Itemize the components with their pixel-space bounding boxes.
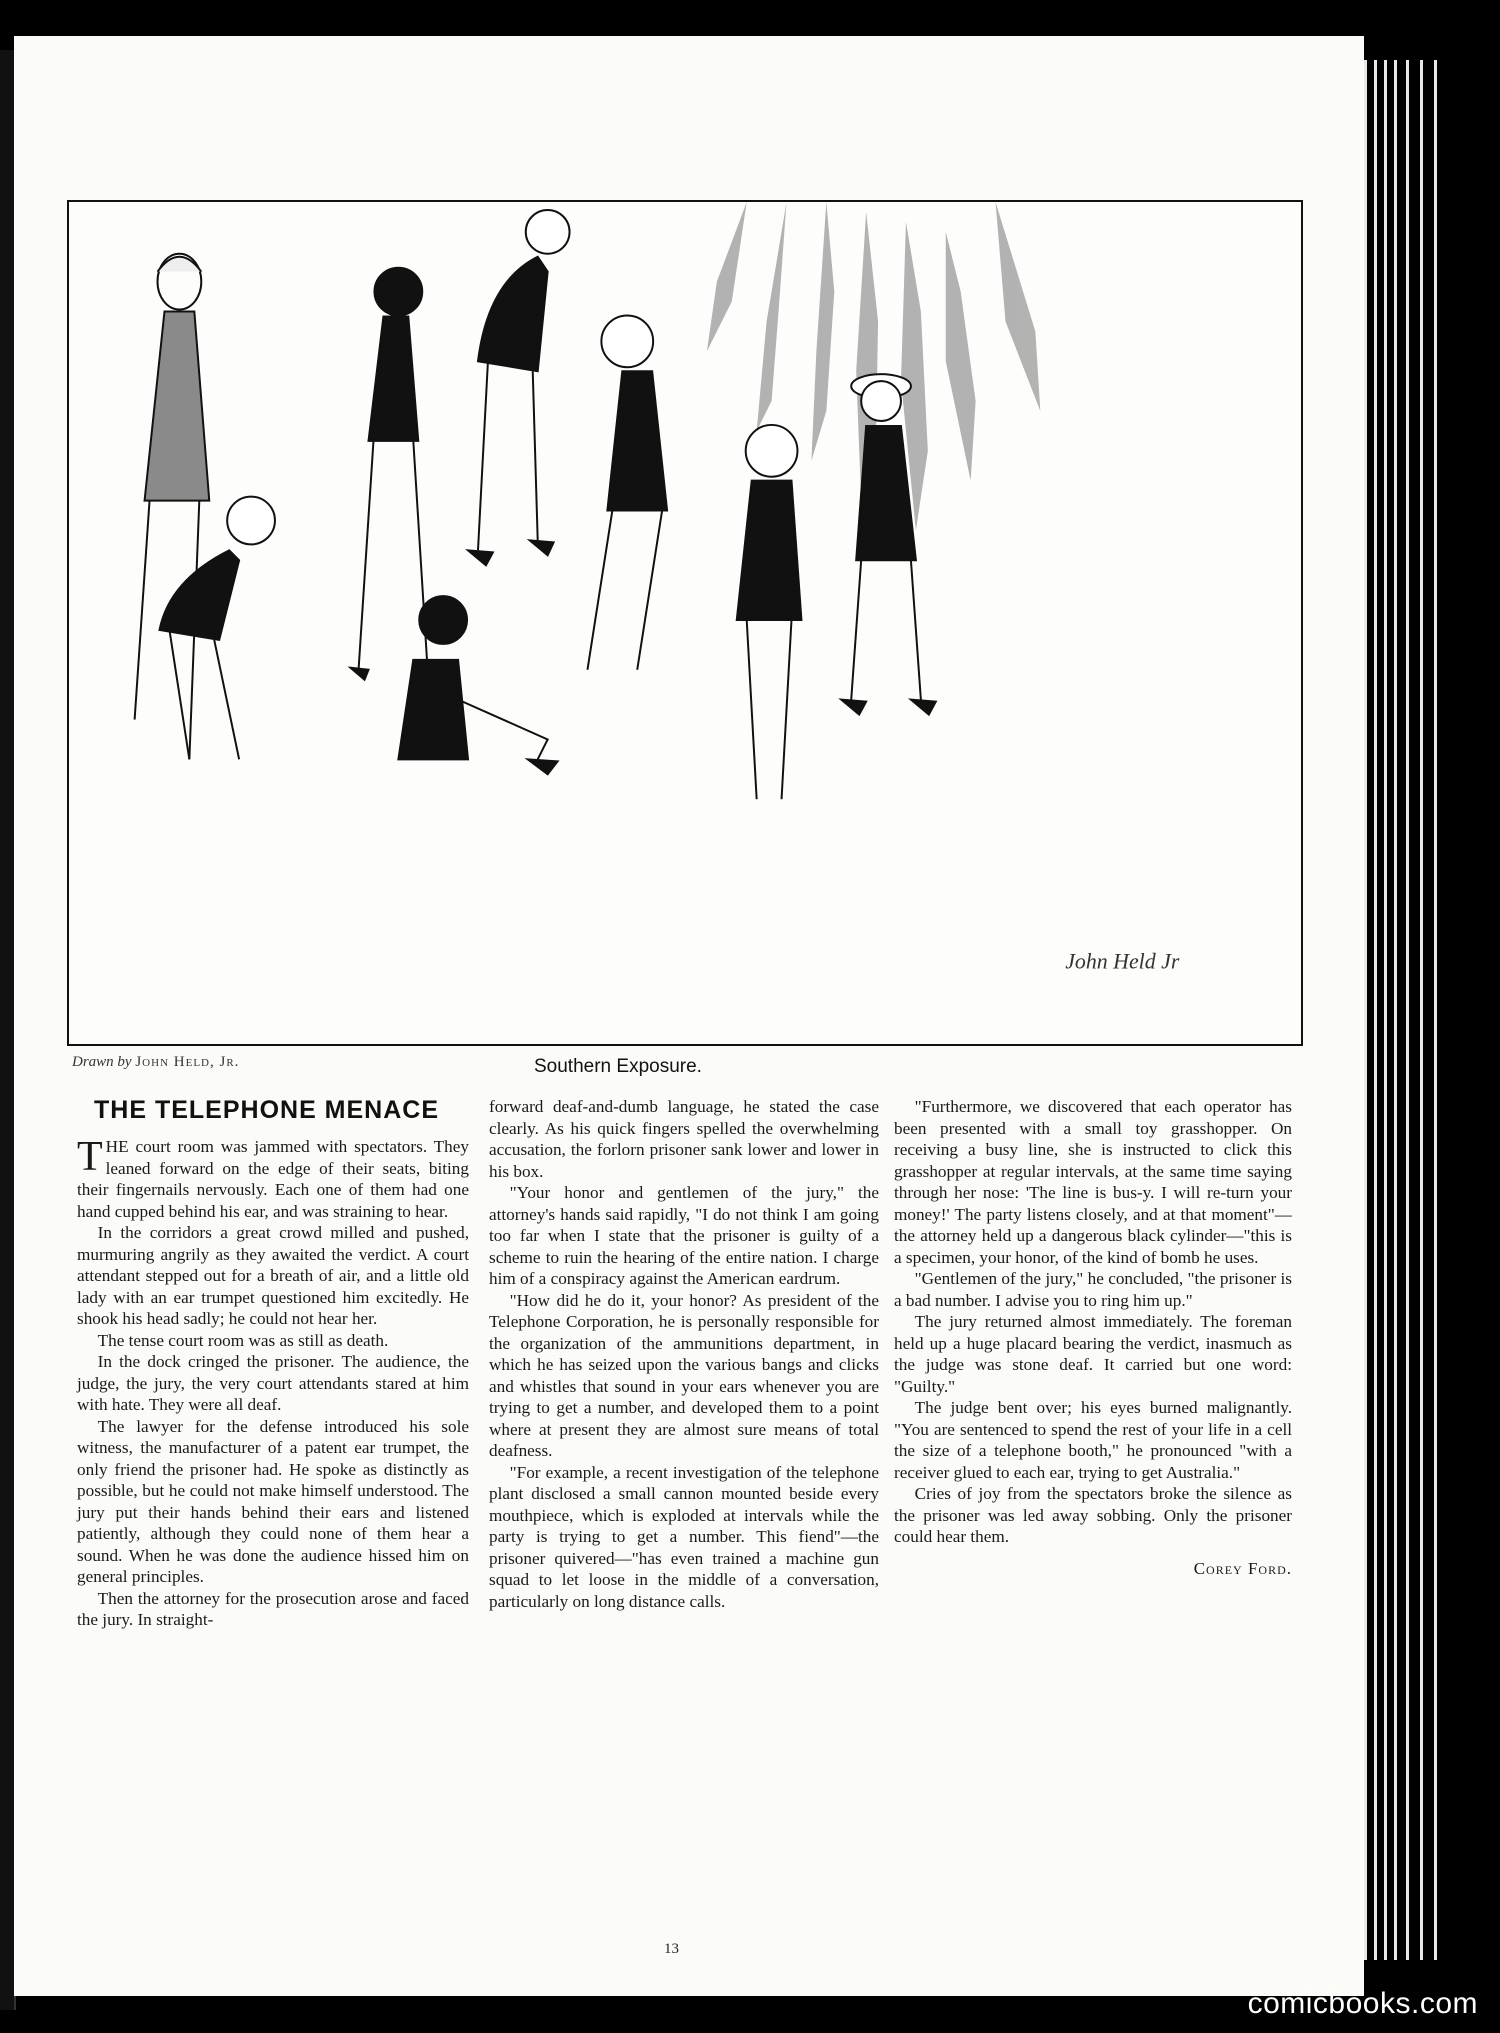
figure-grey-swimsuit	[135, 254, 210, 760]
figure-bending-left	[159, 497, 274, 760]
drop-cap: T	[77, 1134, 103, 1180]
paragraph: The judge bent over; his eyes burned malignantly. "You are sentenced to spend the rest of your life in a cell the size of a telephone booth," he pronounced "with a receiver glued to each ear, trying to get Australia."	[894, 1398, 1292, 1482]
figure-black-swimsuit-bending	[468, 210, 570, 565]
credit-artist-name: John Held, Jr.	[135, 1054, 240, 1070]
opening-paragraph	[77, 1136, 469, 1222]
paragraph: "Furthermore, we discovered that each operator has been presented with a small toy grasshopper. On receiving a busy line, she is instructed to click this grasshopper at regular intervals, at the same time saying through her nose: 'The line is bus-y. I will re-turn your money!' The party listens closely, and at that moment"—the attorney held up a dangerous black cylinder—"this is a specimen, your honor, of the kind of bomb he uses.	[894, 1097, 1292, 1267]
figure-back-view	[737, 425, 802, 799]
article-title: THE TELEPHONE MENACE	[94, 1096, 440, 1124]
paragraph: Cries of joy from the spectators broke the silence as the prisoner was led away sobbing. Only the prisoner could hear them.	[894, 1484, 1292, 1546]
paragraph: In the corridors a great crowd milled and pushed, murmuring angrily as they awaited the verdict. A court attendant stepped out for a breath of air, and a little old lady with an ear trumpet questioned him excitedly. He shook his head sadly; he could not hear her.	[77, 1223, 469, 1328]
illustration-caption: Southern Exposure.	[534, 1056, 702, 1077]
figure-black-swimsuit-leaning	[587, 315, 667, 669]
page-stack-edges	[1364, 60, 1454, 1960]
paragraph: The tense court room was as still as death.	[97, 1330, 389, 1350]
paragraph: Then the attorney for the prosecution arose and faced the jury. In straight-	[77, 1588, 469, 1629]
paragraph: "For example, a recent investigation of the telephone plant disclosed a small cannon mounted beside every mouthpiece, which is exploded at intervals while the party is trying to get a number. This fiend"—the prisoner quivered—"has even trained a machine gun squad to let loose in the middle of a conversation, particularly on long distance calls.	[489, 1462, 879, 1611]
opening-paragraph-text: HE court room was jammed with spectators. They leaned forward on the edge of their seats, biting their fingernails nervously. Each one of them had one hand cupped behind his ear, and was straining to hear.	[77, 1137, 469, 1221]
figure-sitting	[398, 596, 557, 774]
site-watermark: comicbooks.com	[1247, 1987, 1478, 2020]
paragraph: "Your honor and gentlemen of the jury," the attorney's hands said rapidly, "I do not think I am going too far when I state that the prisoner is guilty of a scheme to ruin the hearing of the entire nation. I charge him of a conspiracy against the American eardrum.	[489, 1183, 879, 1288]
paragraph: In the dock cringed the prisoner. The audience, the judge, the jury, the very court attendants stared at him with hate. They were all deaf.	[77, 1352, 469, 1414]
article-column-3	[894, 1096, 1292, 1579]
article-column-2	[489, 1096, 879, 1612]
page-number: 13	[664, 1941, 679, 1957]
paragraph: "How did he do it, your honor? As president of the Telephone Corporation, he is personally responsible for the organization of the ammunitions department, in which he has seized upon the various bangs and clicks and whistles that sound in your ears whenever you are trying to get a number, and developed them to a point where at present they are almost sure means of total deafness.	[489, 1290, 879, 1460]
magazine-page	[14, 36, 1364, 1996]
cartoon-illustration	[67, 200, 1303, 1046]
paragraph: The lawyer for the defense introduced his sole witness, the manufacturer of a patent ear trumpet, the only friend the prisoner had. He spoke as distinctly as possible, but he could not make himself understood. The jury put their hands behind their ears and listened patiently, although they could none of them hear a sound. When he was done the audience hissed him on general principles.	[77, 1416, 469, 1586]
credit-prefix: Drawn by	[72, 1054, 132, 1070]
article-column-1	[77, 1136, 469, 1631]
paragraph: "Gentlemen of the jury," he concluded, "the prisoner is a bad number. I advise you to ring him up."	[894, 1269, 1292, 1310]
bathing-beauties-drawing	[69, 202, 1301, 1044]
illustration-credit	[72, 1054, 239, 1071]
paragraph: The jury returned almost immediately. The foreman held up a huge placard bearing the verdict, inasmuch as the judge was stone deaf. It carried but one word: "Guilty."	[894, 1312, 1292, 1396]
artist-signature: John Held Jr	[1065, 948, 1180, 974]
paragraph-continuation: forward deaf-and-dumb language, he stated the case clearly. As his quick fingers spelled the overwhelming accusation, the forlorn prisoner sank lower and lower in his box.	[489, 1097, 879, 1181]
author-byline: Corey Ford.	[1193, 1558, 1292, 1578]
